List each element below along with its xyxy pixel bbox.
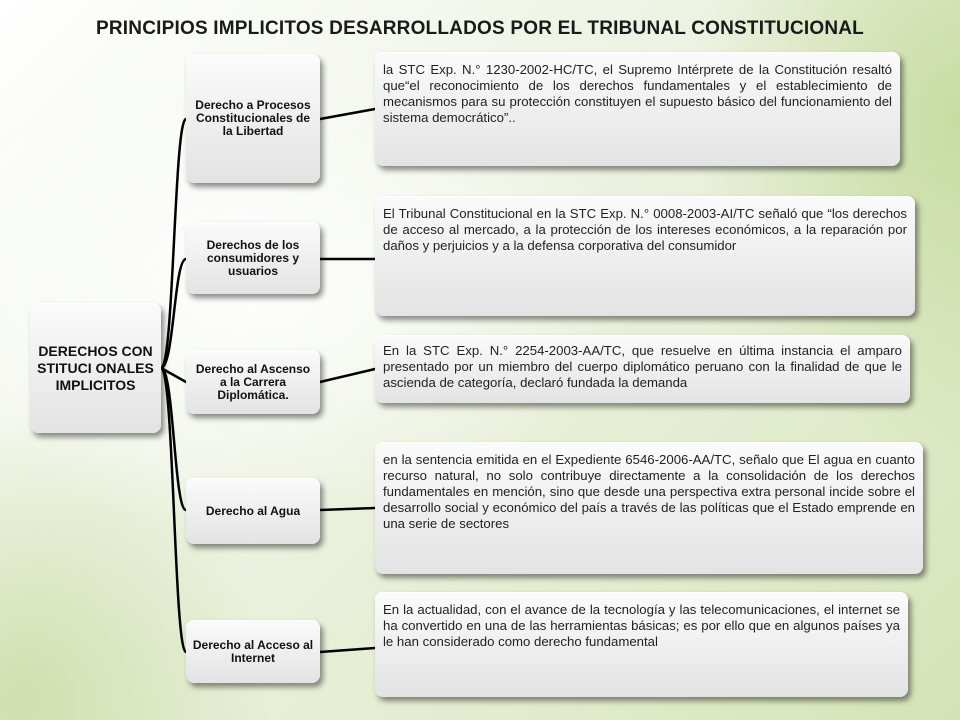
description-text: En la actualidad, con el avance de la tecnología y las telecomunicaciones, el internet se ha convertido en una de las herramientas básicas; es por ello que en algunos países ya le han considerado como derecho fundamental xyxy=(383,602,900,649)
description-text: en la sentencia emitida en el Expediente 6546-2006-AA/TC, señalo que El agua en cuanto recurso natural, no solo contribuye directamente a la consolidación de los derechos fundamentales en mención, sino que desde una perspectiva extra personal incide sobre el desarrollo social y económico del país a través de las políticas que el Estado emprende en una serie de sectores xyxy=(383,452,915,531)
description-procesos-constitucionales xyxy=(375,52,900,166)
description-text: El Tribunal Constitucional en la STC Exp. N.° 0008-2003-AI/TC señaló que “los derechos de acceso al mercado, a la protección de los intereses económicos, a la reparación por daños y perjuicios y a la defensa corporativa del consumidor xyxy=(383,206,907,253)
branch-node-acceso-internet: Derecho al Acceso al Internet xyxy=(186,620,320,683)
connector-root-to-branch-5 xyxy=(161,368,186,652)
connector-branch-5-to-desc xyxy=(320,648,375,652)
connector-branch-4-to-desc xyxy=(320,508,375,510)
description-acceso-internet xyxy=(375,592,908,697)
branch-node-procesos-constitucionales: Derecho a Procesos Constitucionales de la Libertad xyxy=(186,54,320,183)
description-text: En la STC Exp. N.° 2254-2003-AA/TC, que resuelve en última instancia el amparo presentado por un miembro del cuerpo diplomático peruano con la finalidad de que le ascienda de categoría, declaró fundada la demanda xyxy=(383,343,902,390)
description-derecho-agua xyxy=(375,442,923,574)
connector-branch-3-to-desc xyxy=(320,369,375,382)
branch-node-derecho-agua: Derecho al Agua xyxy=(186,478,320,544)
description-text: la STC Exp. N.° 1230-2002-HC/TC, el Supremo Intérprete de la Constitución resaltó que“el reconocimiento de los derechos fundamentales y el establecimiento de mecanismos para su protección constituyen el supuesto básico del funcionamiento del sistema democrático”.. xyxy=(383,62,892,125)
branch-node-carrera-diplomatica: Derecho al Ascenso a la Carrera Diplomática. xyxy=(186,350,320,414)
branch-node-consumidores: Derechos de los consumidores y usuarios xyxy=(186,222,320,294)
connector-branch-1-to-desc xyxy=(320,109,375,119)
description-consumidores xyxy=(375,196,915,316)
page-title: PRINCIPIOS IMPLICITOS DESARROLLADOS POR EL TRIBUNAL CONSTITUCIONAL xyxy=(96,18,864,39)
connector-root-to-branch-1 xyxy=(161,119,186,368)
connector-root-to-branch-2 xyxy=(161,259,186,368)
description-carrera-diplomatica xyxy=(375,335,910,403)
root-node: DERECHOS CONSTITUCI ONALES IMPLICITOS xyxy=(30,303,161,433)
